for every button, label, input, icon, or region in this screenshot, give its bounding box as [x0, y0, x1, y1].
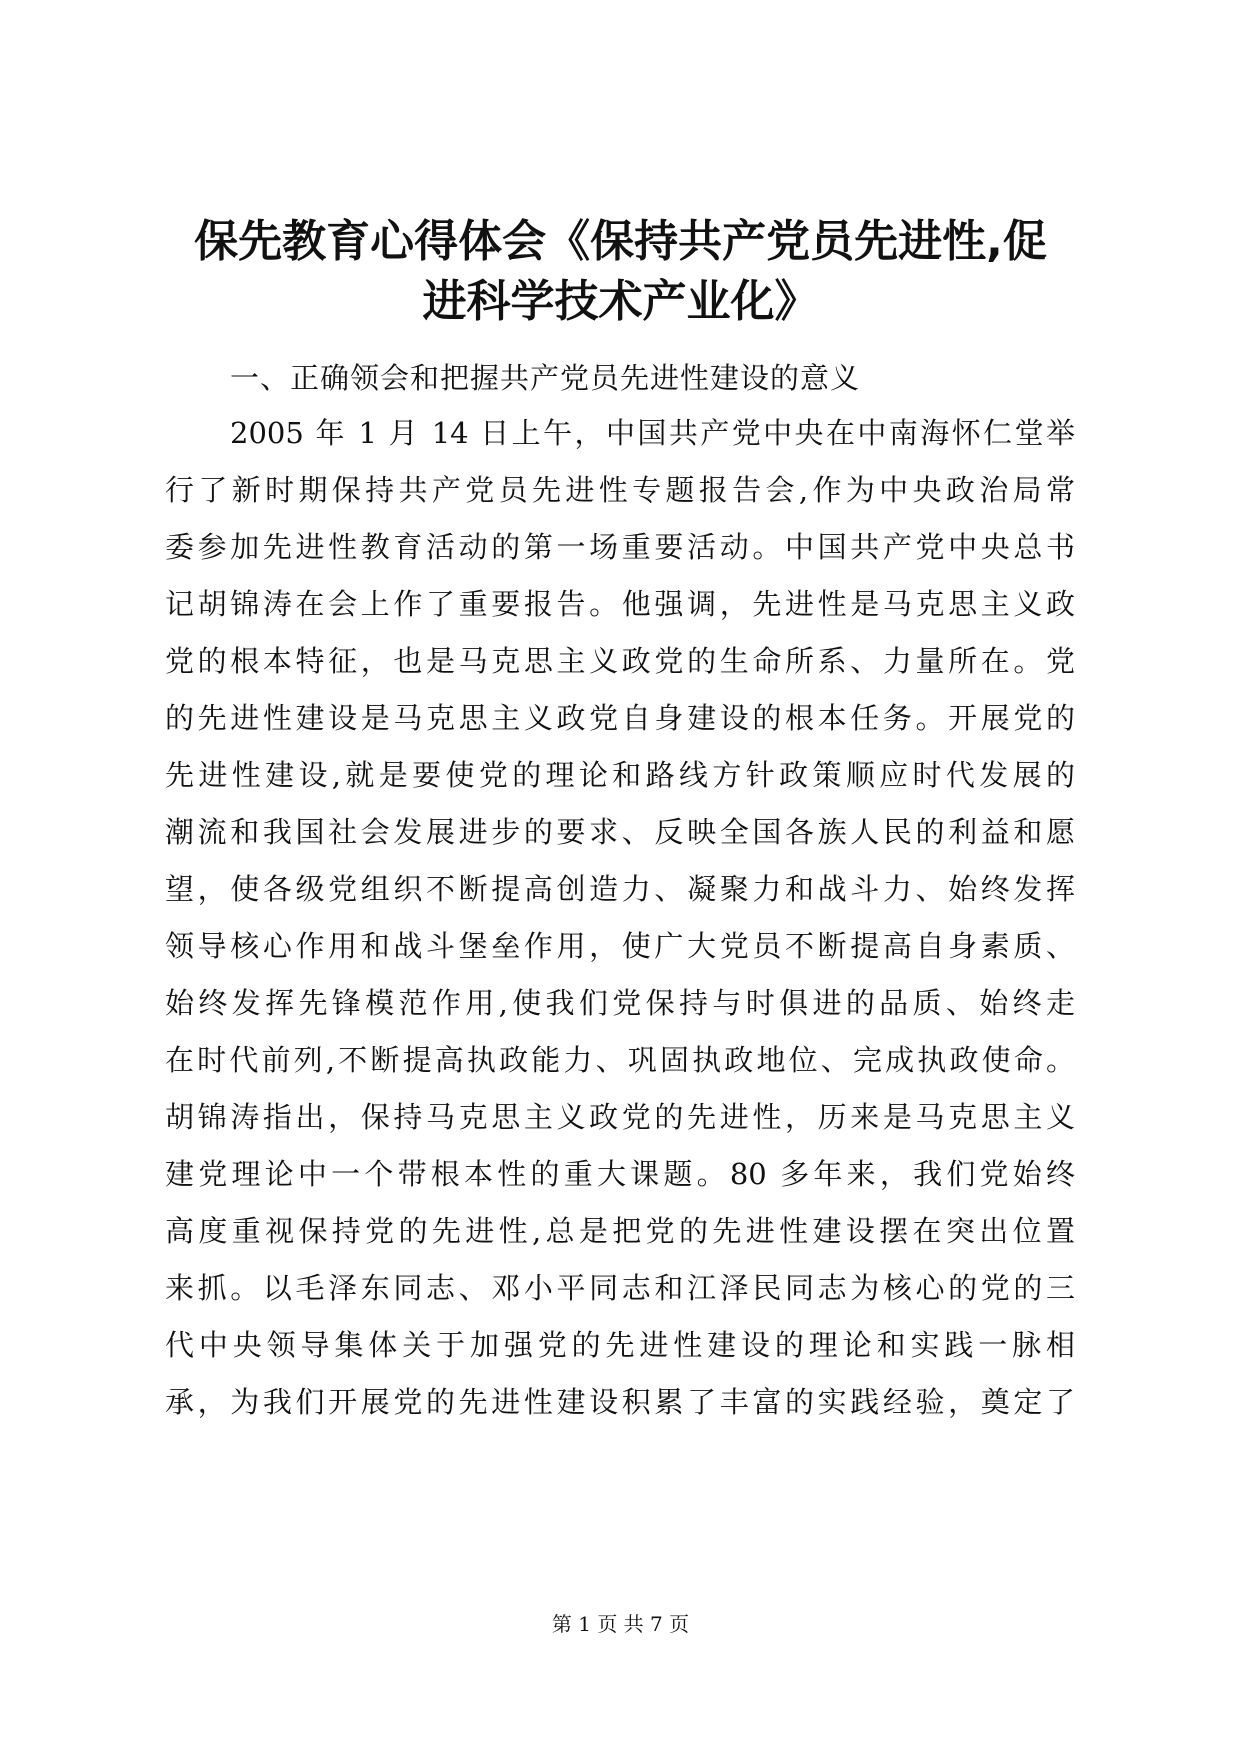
body-line: 潮流和我国社会发展进步的要求、反映全国各族人民的利益和愿 [165, 815, 1075, 849]
body-line: 2005 年 1 月 14 日上午，中国共产党中央在中南海怀仁堂举 [230, 416, 1075, 450]
document-title [150, 212, 1091, 332]
section-heading: 一、正确领会和把握共产党员先进性建设的意义 [230, 361, 861, 395]
body-line: 望，使各级党组织不断提高创造力、凝聚力和战斗力、始终发挥 [165, 872, 1075, 906]
body-line: 先进性建设,就是要使党的理论和路线方针政策顺应时代发展的 [165, 758, 1075, 792]
body-line: 委参加先进性教育活动的第一场重要活动。中国共产党中央总书 [165, 530, 1075, 564]
body-line: 承，为我们开展党的先进性建设积累了丰富的实践经验，奠定了 [165, 1385, 1075, 1419]
body-line: 在时代前列,不断提高执政能力、巩固执政地位、完成执政使命。 [165, 1043, 1075, 1077]
body-line: 胡锦涛指出，保持马克思主义政党的先进性，历来是马克思主义 [165, 1100, 1075, 1134]
body-line: 高度重视保持党的先进性,总是把党的先进性建设摆在突出位置 [165, 1214, 1075, 1248]
body-line: 党的根本特征，也是马克思主义政党的生命所系、力量所在。党 [165, 644, 1075, 678]
body-line: 代中央领导集体关于加强党的先进性建设的理论和实践一脉相 [165, 1328, 1075, 1362]
body-line: 记胡锦涛在会上作了重要报告。他强调，先进性是马克思主义政 [165, 587, 1075, 621]
body-line: 行了新时期保持共产党员先进性专题报告会,作为中央政治局常 [165, 473, 1075, 507]
title-line-1: 保先教育心得体会《保持共产党员先进性,促 [194, 216, 1047, 267]
body-line: 来抓。以毛泽东同志、邓小平同志和江泽民同志为核心的党的三 [165, 1271, 1075, 1305]
title-line-2: 进科学技术产业化》 [422, 276, 819, 327]
body-line: 建党理论中一个带根本性的重大课题。80 多年来，我们党始终 [165, 1157, 1075, 1191]
body-line: 始终发挥先锋模范作用,使我们党保持与时俱进的品质、始终走 [165, 986, 1075, 1020]
body-line: 的先进性建设是马克思主义政党自身建设的根本任务。开展党的 [165, 701, 1075, 735]
body-line: 领导核心作用和战斗堡垒作用，使广大党员不断提高自身素质、 [165, 929, 1075, 963]
page-number-footer: 第 1 页 共 7 页 [551, 1612, 690, 1636]
